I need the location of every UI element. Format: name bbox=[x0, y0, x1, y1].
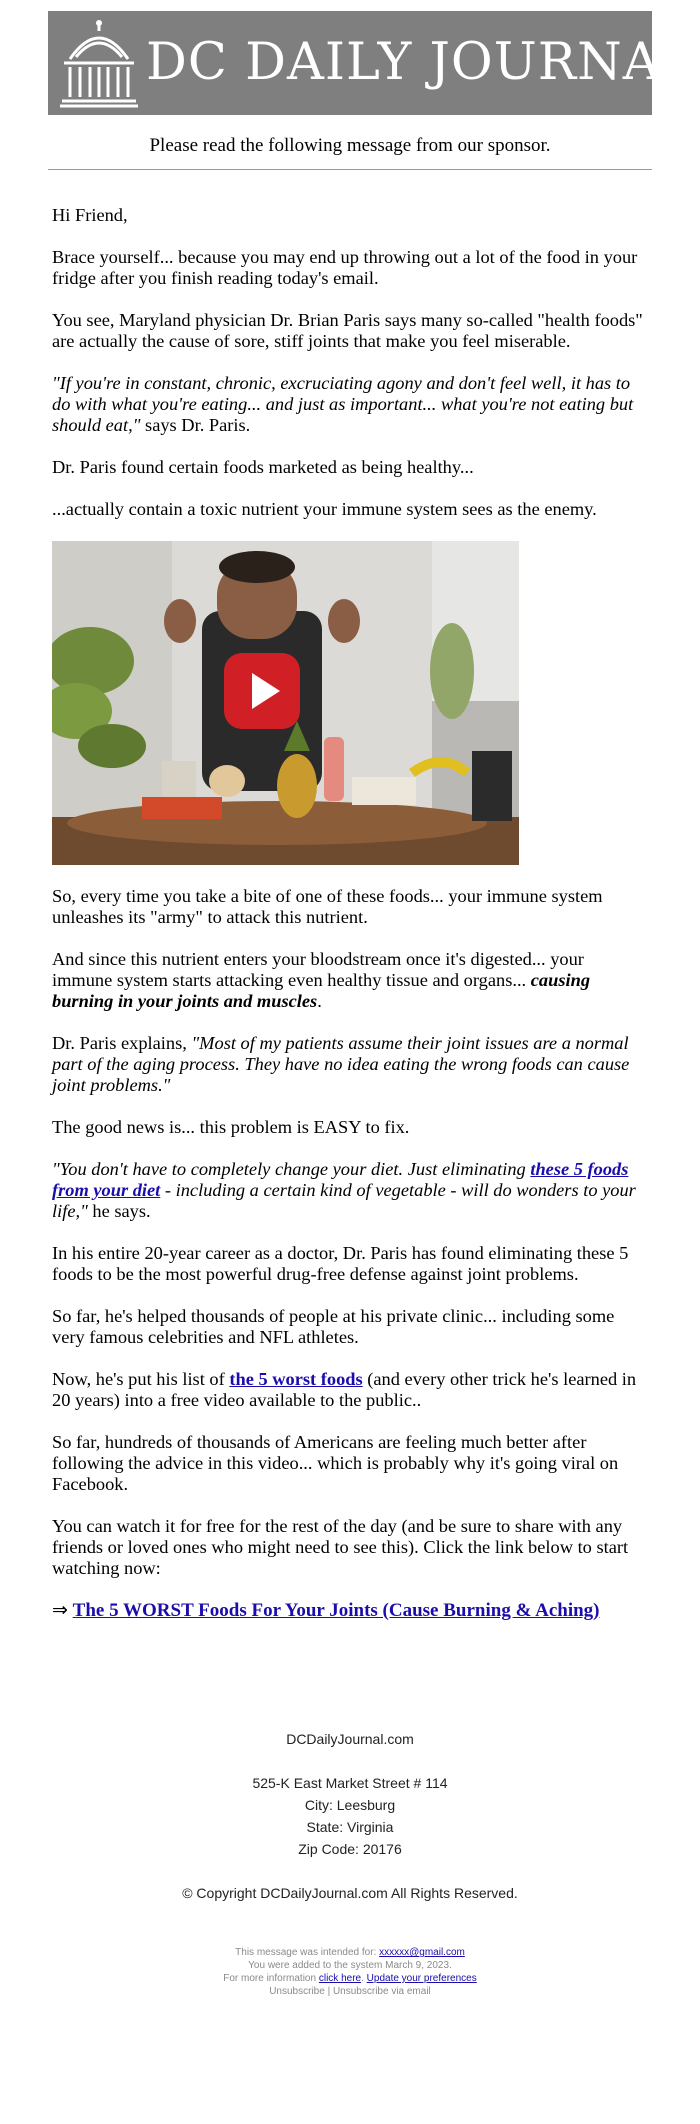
paragraph-13 bbox=[52, 1369, 648, 1411]
footer-street: 525-K East Market Street # 114 bbox=[252, 1775, 448, 1791]
intended-prefix: This message was intended for: bbox=[235, 1947, 380, 1958]
unsubscribe-line bbox=[48, 1985, 652, 1998]
paragraph-5: ...actually contain a toxic nutrient your immune system sees as the enemy. bbox=[52, 499, 597, 519]
paragraph-7-start: And since this nutrient enters your bloodstream once it's digested... your immune system starts attacking even healthy tissue and organs... bbox=[52, 949, 584, 990]
recipient-email-link[interactable]: xxxxxx@gmail.com bbox=[379, 1947, 465, 1958]
paragraph-14: So far, hundreds of thousands of Americans are feeling much better after following the advice in this video... which is probably why it's going viral on Facebook. bbox=[52, 1432, 619, 1494]
cta-line bbox=[52, 1600, 648, 1622]
worst-foods-cta-link[interactable]: The 5 WORST Foods For Your Joints (Cause Burning & Aching) bbox=[72, 1600, 600, 1621]
more-info-separator: . bbox=[361, 1973, 367, 1984]
paragraph-7-end: . bbox=[317, 991, 322, 1011]
footer bbox=[48, 1728, 652, 1904]
fine-print bbox=[48, 1946, 652, 1998]
unsubscribe-email-link[interactable]: Unsubscribe via email bbox=[332, 1986, 431, 1997]
greeting: Hi Friend, bbox=[52, 205, 128, 225]
paragraph-8 bbox=[52, 1033, 648, 1096]
masthead-banner bbox=[48, 11, 696, 115]
paragraph-13-start: Now, he's put his list of bbox=[52, 1369, 230, 1389]
unsubscribe-link[interactable]: Unsubscribe bbox=[269, 1986, 325, 1997]
paragraph-9: The good news is... this problem is EASY to fix. bbox=[52, 1117, 410, 1137]
paragraph-7-emphasis: causing burning in your joints and muscles bbox=[52, 970, 591, 1011]
paragraph-3-quote: "If you're in constant, chronic, excruciating agony and don't feel well, it has to do with what you're eating... and just as important... what you're not eating but should eat," bbox=[52, 373, 634, 435]
paragraph-6: So, every time you take a bite of one of these foods... your immune system unleashes its "army" to attack this nutrient. bbox=[52, 886, 603, 927]
paragraph-1: Brace yourself... because you may end up throwing out a lot of the food in your fridge after you finish reading today's email. bbox=[52, 247, 638, 288]
article-body bbox=[48, 205, 652, 1622]
footer-site: DCDailyJournal.com bbox=[286, 1731, 414, 1747]
footer-state: State: Virginia bbox=[306, 1819, 394, 1835]
capitol-dome-icon bbox=[56, 17, 142, 109]
sponsor-notice: Please read the following message from our sponsor. bbox=[149, 135, 551, 156]
divider bbox=[48, 169, 652, 170]
footer-zip: Zip Code: 20176 bbox=[298, 1841, 402, 1857]
more-info-line bbox=[48, 1972, 652, 1985]
paragraph-7 bbox=[52, 949, 648, 1012]
paragraph-8-quote: "Most of my patients assume their joint issues are a normal part of the aging process. They have no idea eating the wrong foods can cause joint problems." bbox=[52, 1033, 630, 1095]
paragraph-3-tail: says Dr. Paris. bbox=[140, 415, 251, 435]
click-here-link[interactable]: click here bbox=[318, 1973, 362, 1984]
paragraph-10 bbox=[52, 1159, 648, 1222]
paragraph-8-start: Dr. Paris explains, bbox=[52, 1033, 192, 1053]
video-thumbnail[interactable] bbox=[52, 541, 519, 865]
paragraph-2: You see, Maryland physician Dr. Brian Paris says many so-called "health foods" are actually the cause of sore, stiff joints that make you feel miserable. bbox=[52, 310, 643, 351]
paragraph-10-quote-end: - including a certain kind of vegetable - will do wonders to your life," bbox=[52, 1180, 636, 1221]
footer-city: City: Leesburg bbox=[304, 1797, 396, 1813]
footer-copyright: © Copyright DCDailyJournal.com All Rights Reserved. bbox=[182, 1885, 518, 1901]
paragraph-10-quote-start: "You don't have to completely change your diet. Just eliminating bbox=[52, 1159, 531, 1179]
paragraph-10-tail: he says. bbox=[87, 1201, 151, 1221]
five-worst-foods-link[interactable]: the 5 worst foods bbox=[229, 1369, 363, 1389]
paragraph-12: So far, he's helped thousands of people at his private clinic... including some very famous celebrities and NFL athletes. bbox=[52, 1306, 615, 1347]
more-info-prefix: For more information bbox=[223, 1973, 319, 1984]
brand-name: DC DAILY JOURNAL bbox=[146, 33, 696, 92]
paragraph-4: Dr. Paris found certain foods marketed as being healthy... bbox=[52, 457, 474, 477]
paragraph-3 bbox=[52, 373, 648, 436]
play-button-icon[interactable] bbox=[224, 653, 300, 729]
email-page bbox=[48, 0, 696, 1998]
paragraph-13-end: (and every other trick he's learned in 20 years) into a free video available to the public.. bbox=[52, 1369, 637, 1410]
intended-for-line bbox=[48, 1946, 652, 1959]
added-date-line: You were added to the system March 9, 2023. bbox=[248, 1960, 452, 1971]
cta-arrow-icon: ⇒ bbox=[52, 1600, 68, 1621]
paragraph-11: In his entire 20-year career as a doctor, Dr. Paris has found eliminating these 5 foods to be the most powerful drug-free defense against joint problems. bbox=[52, 1243, 629, 1284]
update-preferences-link[interactable]: Update your preferences bbox=[366, 1973, 477, 1984]
paragraph-15: You can watch it for free for the rest of the day (and be sure to share with any friends or loved ones who might need to see this). Click the link below to start watching now: bbox=[52, 1516, 629, 1578]
five-foods-diet-link[interactable]: these 5 foods from your diet bbox=[52, 1159, 629, 1200]
unsubscribe-separator: | bbox=[324, 1986, 333, 1997]
